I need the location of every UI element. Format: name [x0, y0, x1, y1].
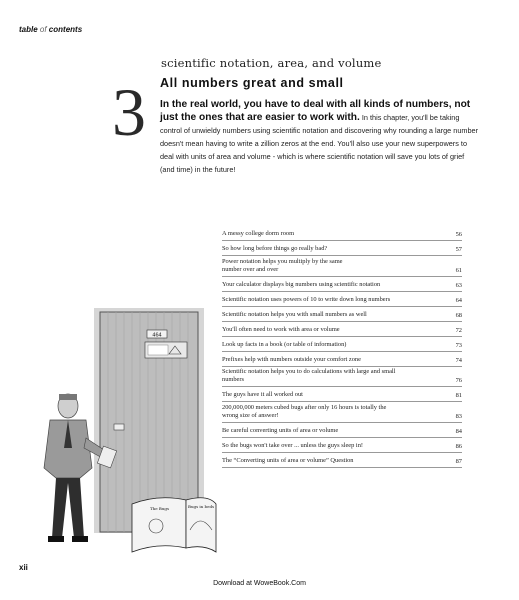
toc-entry-title: A messy college dorm room [222, 230, 295, 237]
toc-entry[interactable] [222, 307, 462, 322]
page-number: xii [19, 563, 28, 572]
toc-entry-page: 84 [455, 427, 462, 435]
toc-entry[interactable] [222, 241, 462, 256]
toc-entry-title: So the bugs won't take over ... unless the guys sleep in! [222, 441, 364, 449]
toc-entry-title: You'll often need to work with area or volume [222, 325, 340, 333]
download-notice: Download at WoweBook.Com [213, 580, 306, 587]
chapter-intro-body: In this chapter, you'll be taking control of unwieldy numbers using scientific notation and discovering why rounding a large number doesn't mean having to write a zillion zeros at the end. You'll also use your new superpowers to deal with units of area and volume - which is where scientific notation will save you lots of grief (and time) in the future! [160, 113, 478, 174]
toc-entry[interactable] [222, 352, 462, 367]
toc-entry[interactable] [222, 453, 462, 468]
toc-entry-page: 86 [455, 442, 462, 450]
running-header-contents: contents [46, 25, 83, 34]
toc-entry-page: 64 [455, 296, 462, 304]
guard-hat [59, 394, 77, 400]
toc-entry[interactable] [222, 423, 462, 438]
chapter-illustration [28, 308, 218, 556]
toc-entry[interactable] [222, 292, 462, 307]
toc-entry-title: Look up facts in a book (or table of information) [222, 340, 347, 348]
open-book-icon [132, 498, 216, 552]
door-handle [114, 424, 124, 430]
toc-entry[interactable] [222, 256, 462, 277]
toc-entry-title: The guys have it all worked out [222, 391, 303, 398]
chapter-intro-lead: In the real world, you have to deal with all kinds of numbers, not just the ones that are easier to work with. [160, 99, 471, 123]
toc-list [222, 226, 462, 468]
toc-entry-title: The “Converting units of area or volume” Question [222, 456, 354, 464]
toc-entry-title: Scientific notation helps you to do calculations with large and small numbers [222, 368, 396, 383]
toc-entry[interactable] [222, 387, 462, 402]
running-header [19, 25, 82, 34]
toc-entry-title: Prefixes help with numbers outside your comfort zone [222, 355, 361, 363]
chapter-number: 3 [112, 74, 146, 150]
toc-entry-title: Your calculator displays big numbers using scientific notation [222, 280, 381, 288]
toc-entry[interactable] [222, 277, 462, 292]
toc-entry-page: 73 [455, 341, 462, 349]
toc-entry-page: 76 [455, 377, 462, 384]
book-right-label: Bugs in beds [188, 504, 215, 509]
chapter-intro [160, 98, 480, 176]
toc-entry-page: 63 [455, 281, 462, 289]
toc-entry-title: Power notation helps you multiply by the same number over and over [222, 257, 343, 273]
door-number: 464 [152, 332, 162, 339]
toc-entry-page: 56 [455, 231, 462, 238]
toc-entry-page: 57 [455, 246, 462, 253]
toc-entry-title: Scientific notation helps you with small numbers as well [222, 310, 367, 318]
toc-entry-title: Scientific notation uses powers of 10 to write down long numbers [222, 295, 391, 303]
toc-entry-page: 87 [455, 457, 462, 465]
toc-entry[interactable] [222, 337, 462, 352]
toc-entry[interactable] [222, 438, 462, 453]
chapter-script-title: scientific notation, area, and volume [161, 56, 382, 70]
toc-entry-page: 83 [455, 412, 462, 420]
running-header-of: of [39, 25, 47, 34]
toc-entry-page: 72 [455, 326, 462, 334]
toc-entry-title: 200,000,000 meters cubed bugs after only 16 hours is totally the wrong size of answer! [222, 403, 387, 419]
toc-entry-title: So how long before things go really bad? [222, 245, 328, 252]
toc-entry[interactable] [222, 367, 462, 388]
toc-entry-page: 61 [455, 266, 462, 274]
toc-entry-page: 68 [455, 311, 462, 319]
toc-entry-title: Be careful converting units of area or volume [222, 426, 339, 434]
toc-entry[interactable] [222, 402, 462, 423]
book-left-label: The Bugs [150, 506, 170, 511]
running-header-table: table [19, 25, 40, 34]
toc-entry-page: 74 [455, 356, 462, 364]
toc-entry[interactable] [222, 322, 462, 337]
toc-entry-page: 81 [455, 392, 462, 399]
chapter-title: All numbers great and small [160, 76, 344, 90]
toc-entry[interactable] [222, 226, 462, 241]
